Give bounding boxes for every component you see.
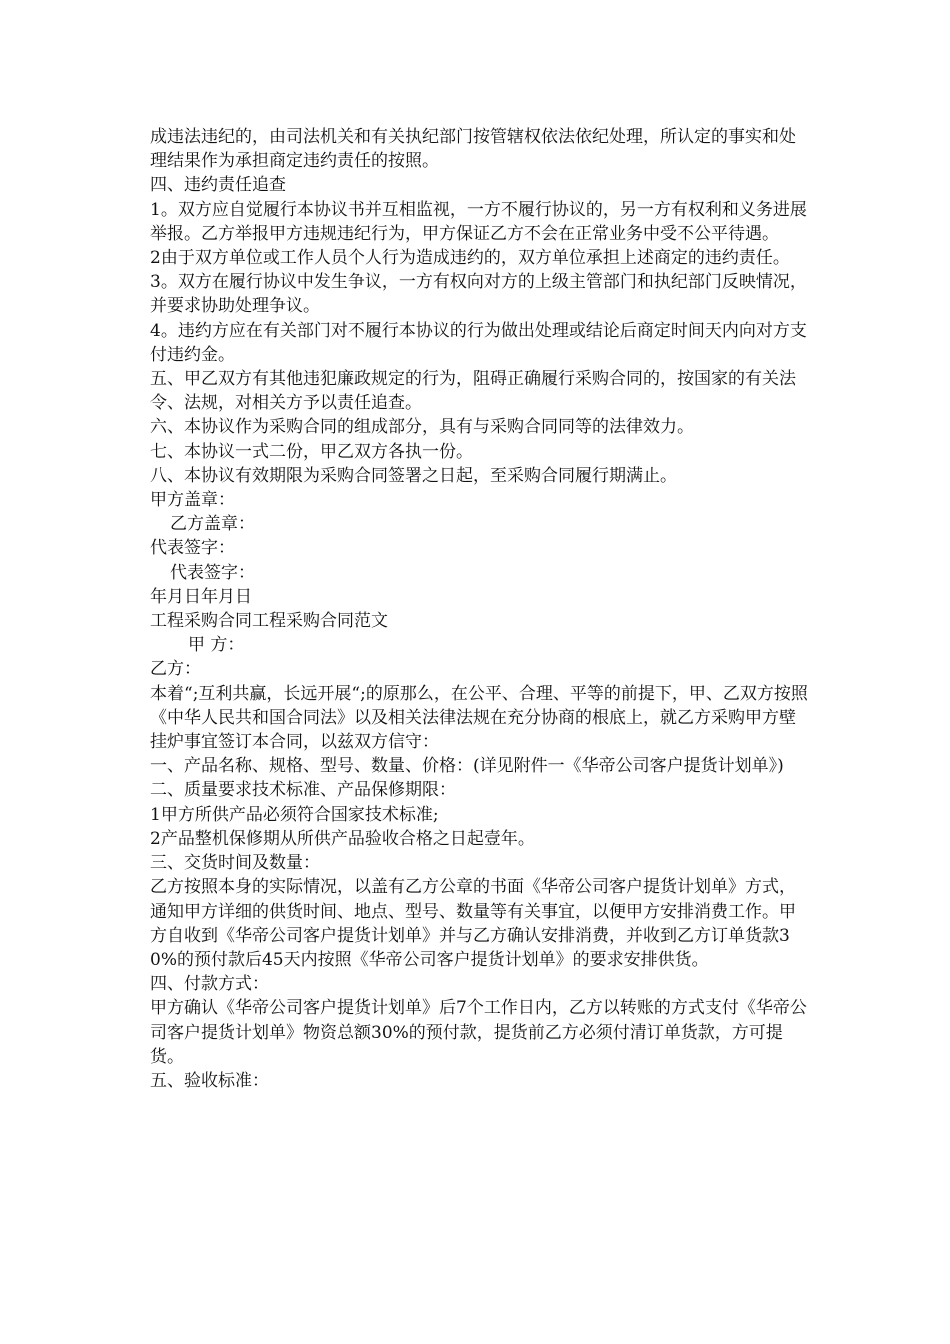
party-b-seal-label: 乙方盖章：	[170, 514, 255, 535]
paragraph: 六、本协议作为采购合同的组成部分，具有与采购合同同等的法律效力。	[150, 417, 694, 438]
paragraph: 1。双方应自觉履行本协议书并互相监视，一方不履行协议的，另一方有权利和义务进展举报。乙方举报甲方违规违纪行为，甲方保证乙方不会在正常业务中受不公平待遇。	[150, 199, 807, 244]
paragraph: 本着“;互利共赢，长远开展“;的原那么，在公平、合理、平等的前提下，甲、乙双方按照《中华人民共和国合同法》以及相关法律法规在充分协商的根底上，就乙方采购甲方壁挂炉事宜签订本合同，以兹双方信守：	[150, 683, 808, 753]
paragraph: 七、本协议一式二份，甲乙双方各执一份。	[150, 441, 473, 462]
paragraph: 1甲方所供产品必须符合国家技术标准;	[150, 804, 439, 825]
paragraph: 五、甲乙双方有其他违犯廉政规定的行为，阻碍正确履行采购合同的，按国家的有关法令、法规，对相关方予以责任追查。	[150, 369, 796, 414]
paragraph: 3。双方在履行协议中发生争议，一方有权向对方的上级主管部门和执纪部门反映情况，并要求协助处理争议。	[150, 272, 807, 317]
representative-signature-label: 代表签字：	[150, 538, 235, 559]
contract-title: 工程采购合同工程采购合同范文	[150, 611, 388, 632]
party-b-label: 乙方：	[150, 659, 201, 680]
paragraph: 4。违约方应在有关部门对不履行本协议的行为做出处理或结论后商定时间天内向对方支付违约金。	[150, 320, 807, 365]
paragraph: 2由于双方单位或工作人员个人行为造成违约的，双方单位承担上述商定的违约责任。	[150, 248, 790, 269]
paragraph: 甲方确认《华帝公司客户提货计划单》后7个工作日内，乙方以转账的方式支付《华帝公司客户提货计划单》物资总额30%的预付款，提货前乙方必须付清订单货款，方可提货。	[150, 998, 807, 1067]
representative-signature-label: 代表签字：	[170, 562, 255, 583]
section-heading: 四、违约责任追查	[150, 175, 286, 196]
paragraph: 八、本协议有效期限为采购合同签署之日起，至采购合同履行期满止。	[150, 465, 677, 486]
paragraph: 乙方按照本身的实际情况，以盖有乙方公章的书面《华帝公司客户提货计划单》方式，通知甲方详细的供货时间、地点、型号、数量等有关事宜，以便甲方安排消费工作。甲方自收到《华帝公司客户提货计划单》并与乙方确认安排消费，并收到乙方订单货款30%的预付款后45天内按照《华帝公司客户提货计划单》的要求安排供货。	[150, 877, 796, 970]
paragraph: 成违法违纪的，由司法机关和有关执纪部门按管辖权依法依纪处理，所认定的事实和处理结果作为承担商定违约责任的按照。	[150, 127, 796, 172]
document-body	[150, 125, 810, 1093]
section-heading: 三、交货时间及数量：	[150, 853, 320, 874]
party-a-seal-label: 甲方盖章：	[150, 490, 235, 511]
section-heading: 二、质量要求技术标准、产品保修期限：	[150, 780, 456, 801]
paragraph: 2产品整机保修期从所供产品验收合格之日起壹年。	[150, 828, 535, 849]
section-heading: 一、产品名称、规格、型号、数量、价格：(详见附件一《华帝公司客户提货计划单》)	[150, 756, 784, 777]
date-line: 年月日年月日	[150, 586, 252, 607]
section-heading: 四、付款方式：	[150, 974, 269, 995]
section-heading: 五、验收标准：	[150, 1070, 269, 1091]
party-a-label: 甲 方：	[188, 635, 245, 656]
